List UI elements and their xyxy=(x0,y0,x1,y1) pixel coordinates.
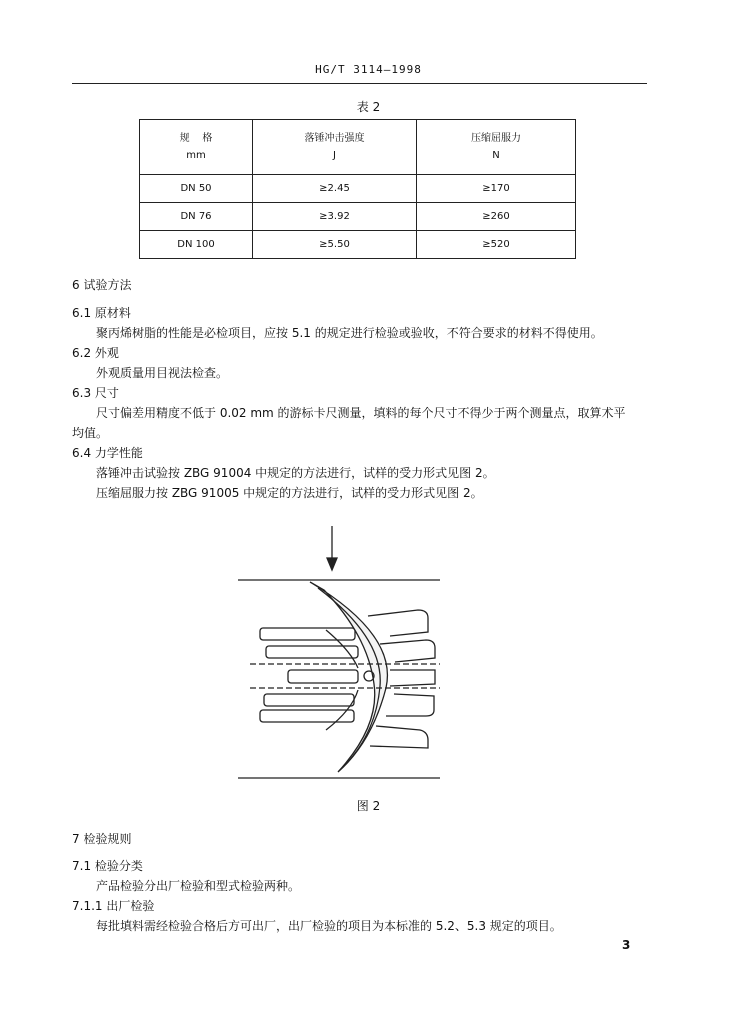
section-7-1-1-title: 7.1.1 出厂检验 xyxy=(72,899,155,913)
figure-caption: 图 2 xyxy=(356,799,381,813)
left-blade xyxy=(264,694,354,706)
section-6-2-text: 外观质量用目视法检查。 xyxy=(96,366,229,380)
cell-spec: DN 100 xyxy=(140,231,253,259)
section-7-1-title: 7.1 检验分类 xyxy=(72,859,143,873)
cell-spec: DN 50 xyxy=(140,175,253,203)
header-force-unit: N xyxy=(492,150,500,161)
section-6-4-title: 6.4 力学性能 xyxy=(72,446,143,460)
header-spec-unit: mm xyxy=(186,150,206,161)
section-6-3-title: 6.3 尺寸 xyxy=(72,386,119,400)
left-blade xyxy=(260,628,355,640)
section-6-1-title: 6.1 原材料 xyxy=(72,306,131,320)
page-number: 3 xyxy=(622,938,631,952)
cell-impact: ≥3.92 xyxy=(253,203,417,231)
section-6-4-text-line2: 压缩屈服力按 ZBG 91005 中规定的方法进行，试样的受力形式见图 2。 xyxy=(96,486,483,500)
spec-table xyxy=(139,119,576,259)
header-impact-unit: J xyxy=(333,150,336,161)
header-cell-impact xyxy=(253,120,417,175)
load-arrow-head xyxy=(327,558,337,570)
section-7-heading: 7 检验规则 xyxy=(72,832,132,846)
inner-arc xyxy=(326,630,358,668)
table-row xyxy=(140,231,576,259)
left-blade xyxy=(288,670,358,683)
table-row xyxy=(140,203,576,231)
cell-force: ≥260 xyxy=(417,203,576,231)
cell-impact: ≥5.50 xyxy=(253,231,417,259)
section-6-heading: 6 试验方法 xyxy=(72,278,132,292)
table-caption: 表 2 xyxy=(356,100,381,114)
header-spec-label: 规 格 xyxy=(179,133,213,144)
left-blade xyxy=(260,710,354,722)
section-7-1-1-text: 每批填料需经检验合格后方可出厂，出厂检验的项目为本标准的 5.2、5.3 规定的项目。 xyxy=(96,919,562,933)
right-blade xyxy=(390,670,435,686)
header-cell-force xyxy=(417,120,576,175)
section-6-4-text-line1: 落锤冲击试验按 ZBG 91004 中规定的方法进行，试样的受力形式见图 2。 xyxy=(96,466,495,480)
table-header-row xyxy=(140,120,576,175)
header-cell-spec xyxy=(140,120,253,175)
table-row xyxy=(140,175,576,203)
header-force-label: 压缩屈服力 xyxy=(471,133,521,144)
cell-impact: ≥2.45 xyxy=(253,175,417,203)
section-6-1-text: 聚丙烯树脂的性能是必检项目，应按 5.1 的规定进行检验或验收，不符合要求的材料不得使用。 xyxy=(96,326,603,340)
header-rule xyxy=(72,83,647,84)
section-7-1-text: 产品检验分出厂检验和型式检验两种。 xyxy=(96,879,301,893)
section-6-2-title: 6.2 外观 xyxy=(72,346,119,360)
section-6-3-text-line2: 均值。 xyxy=(72,426,109,440)
cell-force: ≥170 xyxy=(417,175,576,203)
cell-force: ≥520 xyxy=(417,231,576,259)
document-code-header: HG/T 3114—1998 xyxy=(315,63,422,76)
right-blade xyxy=(368,610,428,636)
right-blade xyxy=(386,694,434,716)
right-blade xyxy=(370,726,428,748)
cell-spec: DN 76 xyxy=(140,203,253,231)
section-6-3-text-line1: 尺寸偏差用精度不低于 0.02 mm 的游标卡尺测量，填料的每个尺寸不得少于两个测量点，取算术平 xyxy=(96,406,626,420)
header-impact-label: 落锤冲击强度 xyxy=(304,133,365,144)
figure-2-drawing xyxy=(230,520,455,790)
central-rib xyxy=(310,582,387,772)
right-blade xyxy=(380,640,435,662)
